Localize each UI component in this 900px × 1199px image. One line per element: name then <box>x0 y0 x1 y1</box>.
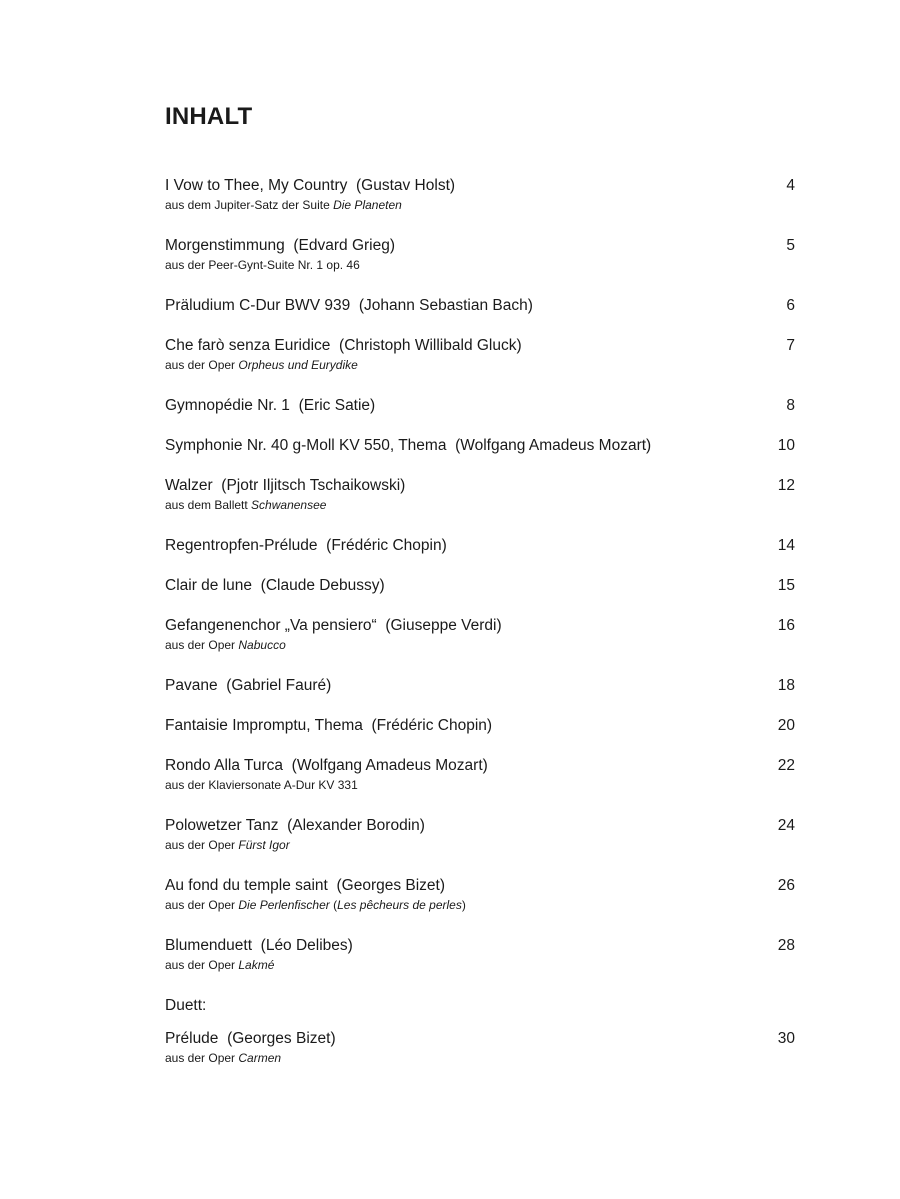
source-text: aus dem Ballett <box>165 498 252 512</box>
composer: (Frédéric Chopin) <box>371 717 493 734</box>
page-number: 5 <box>786 237 795 254</box>
toc-entry <box>165 875 795 913</box>
page-number: 28 <box>777 937 795 954</box>
composer: (Johann Sebastian Bach) <box>358 297 533 314</box>
toc-entry <box>165 295 795 317</box>
page-number: 16 <box>777 617 795 634</box>
section-label <box>165 995 795 1017</box>
piece-title: Clair de lune <box>165 577 253 594</box>
piece-title: Blumenduett <box>165 937 253 954</box>
toc-entry-line <box>165 175 795 197</box>
toc-entry-line <box>165 475 795 497</box>
toc-entry <box>165 755 795 793</box>
piece-title: Morgenstimmung <box>165 237 285 254</box>
toc-entry-line <box>165 235 795 257</box>
source-text: aus der Oper <box>165 638 239 652</box>
toc-entry-line <box>165 615 795 637</box>
piece-title: Pavane <box>165 677 218 694</box>
page-number: 20 <box>777 717 795 734</box>
toc-entry-line <box>165 295 795 317</box>
piece-title: Gymnopédie Nr. 1 <box>165 397 290 414</box>
toc-entry <box>165 235 795 273</box>
toc-entry <box>165 535 795 557</box>
page-number: 4 <box>786 177 795 194</box>
piece-title: Regentropfen-Prélude <box>165 537 318 554</box>
toc-entry-line <box>165 435 795 457</box>
source-text: aus der Oper <box>165 838 239 852</box>
source-note <box>165 777 795 793</box>
page-title: INHALT <box>165 103 253 130</box>
page-number: 6 <box>786 297 795 314</box>
composer: (Claude Debussy) <box>260 577 385 594</box>
composer: (Wolfgang Amadeus Mozart) <box>455 437 652 454</box>
source-note <box>165 957 795 973</box>
composer: (Edvard Grieg) <box>293 237 396 254</box>
piece-title: Rondo Alla Turca <box>165 757 284 774</box>
toc-entry-line <box>165 935 795 957</box>
composer: (Eric Satie) <box>298 397 376 414</box>
source-note <box>165 897 795 913</box>
source-text: aus der Klaviersonate A-Dur KV 331 <box>165 778 358 792</box>
work-title: Die Perlenfischer <box>238 898 330 912</box>
toc-entry <box>165 175 795 213</box>
toc-entry <box>165 1028 795 1066</box>
composer: (Gabriel Fauré) <box>226 677 332 694</box>
toc-entry <box>165 675 795 697</box>
composer: (Wolfgang Amadeus Mozart) <box>291 757 488 774</box>
source-note <box>165 837 795 853</box>
toc-entry-line <box>165 395 795 417</box>
source-text: ( <box>329 898 338 912</box>
toc-entry <box>165 815 795 853</box>
toc-entry <box>165 435 795 457</box>
page-number: 7 <box>786 337 795 354</box>
toc-entry-line <box>165 575 795 597</box>
source-text: aus der Oper <box>165 1051 239 1065</box>
work-title: Carmen <box>238 1051 282 1065</box>
toc-entry <box>165 715 795 737</box>
toc-entry-line <box>165 815 795 837</box>
piece-title: Au fond du temple saint <box>165 877 328 894</box>
toc-entry-line <box>165 875 795 897</box>
piece-title: Gefangenenchor „Va pensiero“ <box>165 617 377 634</box>
piece-title: Präludium C-Dur BWV 939 <box>165 297 351 314</box>
source-note <box>165 1050 795 1066</box>
toc-entry <box>165 395 795 417</box>
composer: (Georges Bizet) <box>336 877 446 894</box>
source-text: aus der Oper <box>165 958 239 972</box>
piece-title: Fantaisie Impromptu, Thema <box>165 717 363 734</box>
page-number: 8 <box>786 397 795 414</box>
piece-title: Walzer <box>165 477 213 494</box>
source-note <box>165 637 795 653</box>
source-text: ) <box>461 898 466 912</box>
composer: (Giuseppe Verdi) <box>385 617 502 634</box>
page-number: 12 <box>777 477 795 494</box>
work-title: Schwanensee <box>251 498 327 512</box>
source-note <box>165 197 795 213</box>
composer: (Pjotr Iljitsch Tschaikowski) <box>221 477 406 494</box>
toc-entry <box>165 615 795 653</box>
page-number: 10 <box>777 437 795 454</box>
toc-entry-line <box>165 335 795 357</box>
toc-entry-line <box>165 535 795 557</box>
source-text: aus dem Jupiter-Satz der Suite <box>165 198 334 212</box>
source-note <box>165 257 795 273</box>
toc-entry-line <box>165 715 795 737</box>
toc-entry <box>165 475 795 513</box>
piece-title: Polowetzer Tanz <box>165 817 279 834</box>
piece-title: Prélude <box>165 1030 219 1047</box>
toc-entry-line <box>165 1028 795 1050</box>
page-number: 14 <box>777 537 795 554</box>
page-number: 24 <box>777 817 795 834</box>
source-text: aus der Oper <box>165 898 239 912</box>
work-title: Lakmé <box>238 958 275 972</box>
composer: (Gustav Holst) <box>355 177 456 194</box>
work-title: Orpheus und Eurydike <box>238 358 358 372</box>
composer: (Georges Bizet) <box>227 1030 336 1047</box>
work-title: Fürst Igor <box>238 838 290 852</box>
source-text: aus der Peer-Gynt-Suite Nr. 1 op. 46 <box>165 258 360 272</box>
source-note <box>165 497 795 513</box>
piece-title: I Vow to Thee, My Country <box>165 177 348 194</box>
composer: (Alexander Borodin) <box>287 817 425 834</box>
toc-entry <box>165 935 795 973</box>
section-label-text: Duett: <box>165 997 207 1014</box>
work-title: Les pêcheurs de perles <box>337 898 462 912</box>
toc-entry-line <box>165 675 795 697</box>
composer: (Christoph Willibald Gluck) <box>339 337 522 354</box>
work-title: Nabucco <box>238 638 286 652</box>
work-title: Die Planeten <box>333 198 402 212</box>
page-number: 18 <box>777 677 795 694</box>
page-number: 26 <box>777 877 795 894</box>
piece-title: Symphonie Nr. 40 g-Moll KV 550, Thema <box>165 437 447 454</box>
toc-entry <box>165 335 795 373</box>
page-number: 30 <box>777 1030 795 1047</box>
page-number: 22 <box>777 757 795 774</box>
source-note <box>165 357 795 373</box>
source-text: aus der Oper <box>165 358 239 372</box>
toc-entry-line <box>165 755 795 777</box>
piece-title: Che farò senza Euridice <box>165 337 331 354</box>
toc-entry <box>165 575 795 597</box>
composer: (Léo Delibes) <box>260 937 353 954</box>
page-number: 15 <box>777 577 795 594</box>
composer: (Frédéric Chopin) <box>326 537 447 554</box>
